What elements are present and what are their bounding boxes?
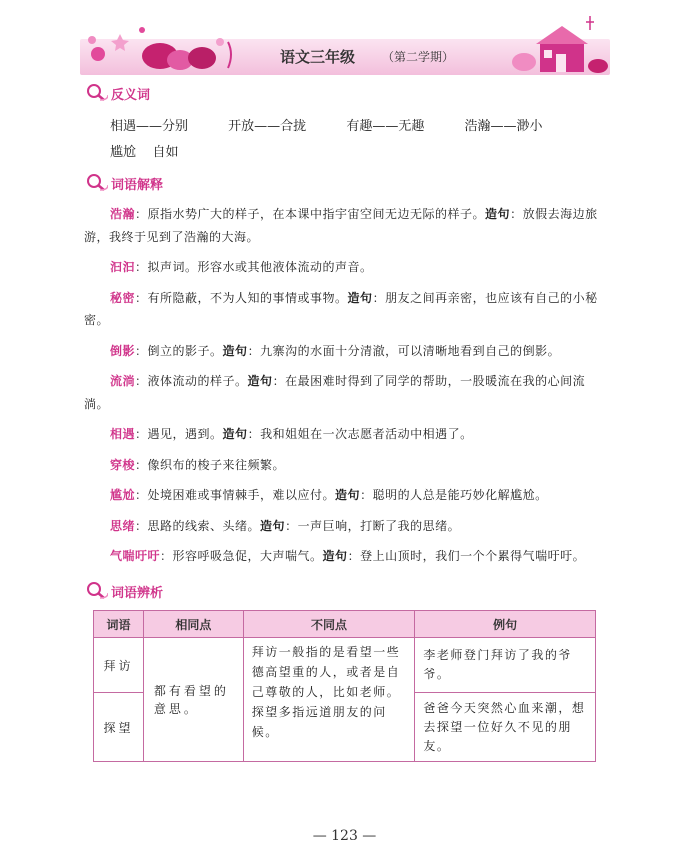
antonym-pair: 开放——合拢 [228, 119, 307, 134]
magnifier-icon [86, 83, 108, 103]
antonym-pair: 有趣——无趣 [346, 119, 425, 134]
magnifier-icon [86, 581, 108, 601]
antonym-pair: 浩瀚——渺小 [464, 119, 543, 134]
antonyms-heading: 反义词 [86, 82, 150, 104]
glossary-entry: 倒影：倒立的影子。造句：九寨沟的水面十分清澈，可以清晰地看到自己的倒影。 [110, 343, 561, 358]
word-cell: 探望 [94, 693, 144, 762]
magnifier-icon [86, 173, 108, 193]
page-header [80, 12, 610, 72]
column-header: 不同点 [243, 611, 415, 638]
page-number: — 123 — [312, 828, 377, 844]
antonym-pair: 相遇——分别 [110, 119, 189, 134]
glossary-entry: 气喘吁吁：形容呼吸急促，大声喘气。造句：登上山顶时，我们一个个累得气喘吁吁。 [110, 549, 586, 563]
column-header: 例句 [415, 611, 596, 638]
house-decoration-icon [510, 12, 610, 76]
header-subtitle: （第二学期） [382, 50, 455, 64]
column-header: 相同点 [143, 611, 243, 638]
glossary-entry: 尴尬：处境困难或事情棘手，难以应付。造句：聪明的人总是能巧妙化解尴尬。 [110, 488, 548, 502]
glossary-entry: 浩瀚：原指水势广大的样子，在本课中指宇宙空间无边无际的样子。造句：放假去海边旅游，我终于见到了浩瀚的大海。 [84, 207, 598, 244]
table-header-row [94, 611, 596, 638]
glossary-entry: 流淌：液体流动的样子。造句：在最困难时得到了同学的帮助，一股暖流在我的心间流淌。 [84, 374, 586, 411]
table-row [94, 638, 596, 693]
column-header: 词语 [94, 611, 144, 638]
glossary-entry: 穿梭：像织布的梭子来往频繁。 [110, 457, 286, 472]
glossary-entry: 相遇：遇见，遇到。造句：我和姐姐在一次志愿者活动中相遇了。 [110, 427, 473, 441]
word-cell: 拜访 [94, 638, 144, 693]
example-cell: 李老师登门拜访了我的爷爷。 [415, 638, 596, 693]
difference-cell: 拜访一般指的是看望一些德高望重的人，或者是自己尊敬的人，比如老师。探望多指远道朋友的问候。 [243, 638, 415, 762]
glossary-heading: 词语解释 [86, 172, 163, 194]
common-cell: 都有看望的意思。 [143, 638, 243, 762]
antonym-list [110, 114, 578, 166]
glossary-list [84, 203, 610, 568]
glossary-entry: 思绪：思路的线索、头绪。造句：一声巨响，打断了我的思绪。 [110, 518, 461, 533]
antonym-pair: 尴尬 自如 [110, 145, 179, 160]
example-cell: 爸爸今天突然心血来潮，想去探望一位好久不见的朋友。 [415, 693, 596, 762]
glossary-entry: 汩汩：拟声词。形容水或其他液体流动的声音。 [110, 260, 373, 274]
compare-table [93, 610, 596, 762]
header-title: 语文三年级 [280, 48, 356, 66]
compare-heading: 词语辨析 [86, 580, 163, 602]
glossary-entry: 秘密：有所隐蔽，不为人知的事情或事物。造句：朋友之间再亲密，也应该有自己的小秘密。 [84, 290, 598, 327]
flower-decoration-icon [80, 12, 250, 76]
